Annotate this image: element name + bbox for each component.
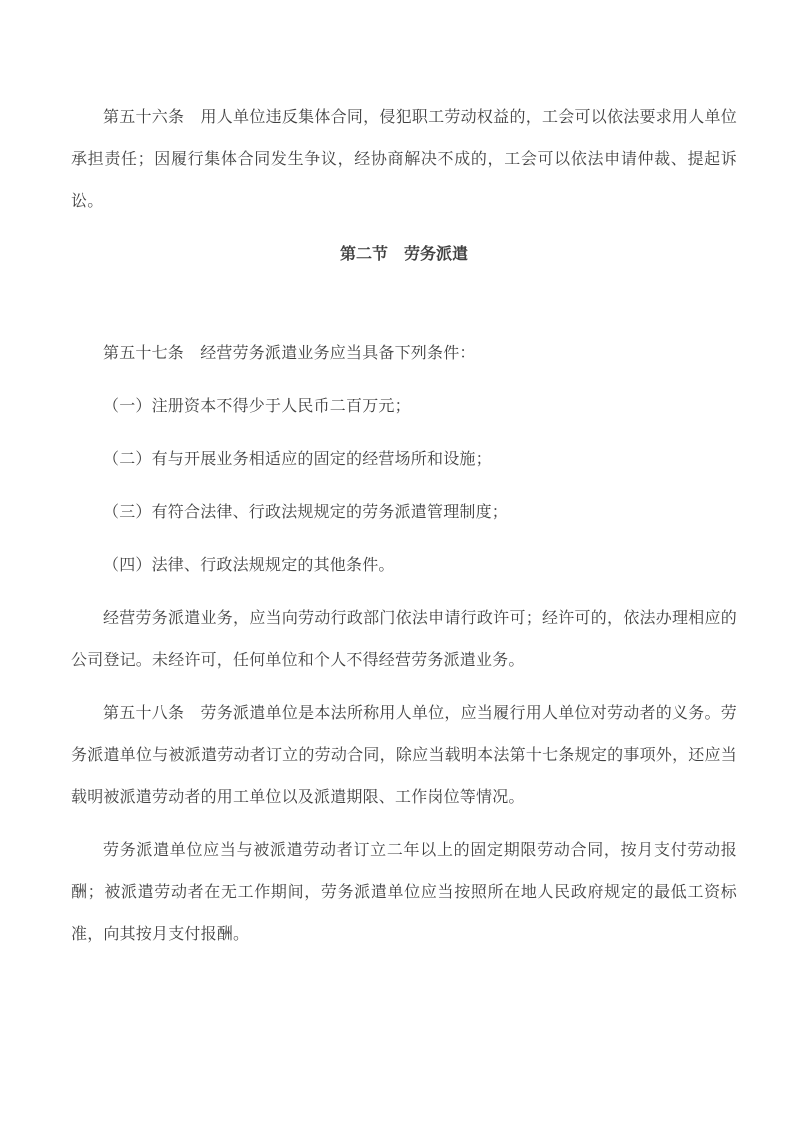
condition-item-4: （四）法律、行政法规规定的其他条件。 bbox=[103, 557, 395, 574]
license-requirement-paragraph: 经营劳务派遣业务，应当向劳动行政部门依法申请行政许可；经许可的，依法办理相应的公司登记。未经许可，任何单位和个人不得经营劳务派遣业务。 bbox=[71, 610, 737, 669]
condition-item-2: （二）有与开展业务相适应的固定的经营场所和设施； bbox=[103, 451, 492, 468]
condition-item-1: （一）注册资本不得少于人民币二百万元； bbox=[103, 398, 411, 415]
article-58-paragraph: 第五十八条 劳务派遣单位是本法所称用人单位，应当履行用人单位对劳动者的义务。劳务派遣单位与被派遣劳动者订立的劳动合同，除应当载明本法第十七条规定的事项外，还应当载明被派遣劳动者的用工单位以及派遣期限、工作岗位等情况。 bbox=[71, 705, 737, 806]
section-heading: 第二节 劳务派遣 bbox=[339, 246, 468, 263]
condition-item-3: （三）有符合法律、行政法规规定的劳务派遣管理制度； bbox=[103, 504, 509, 521]
article-57-intro: 第五十七条 经营劳务派遣业务应当具备下列条件： bbox=[103, 345, 476, 362]
fixed-term-contract-paragraph: 劳务派遣单位应当与被派遣劳动者订立二年以上的固定期限劳动合同，按月支付劳动报酬；被派遣劳动者在无工作期间，劳务派遣单位应当按照所在地人民政府规定的最低工资标准，向其按月支付报酬。 bbox=[71, 842, 737, 943]
article-56-paragraph: 第五十六条 用人单位违反集体合同，侵犯职工劳动权益的，工会可以依法要求用人单位承担责任；因履行集体合同发生争议，经协商解决不成的，工会可以依法申请仲裁、提起诉讼。 bbox=[71, 109, 737, 210]
